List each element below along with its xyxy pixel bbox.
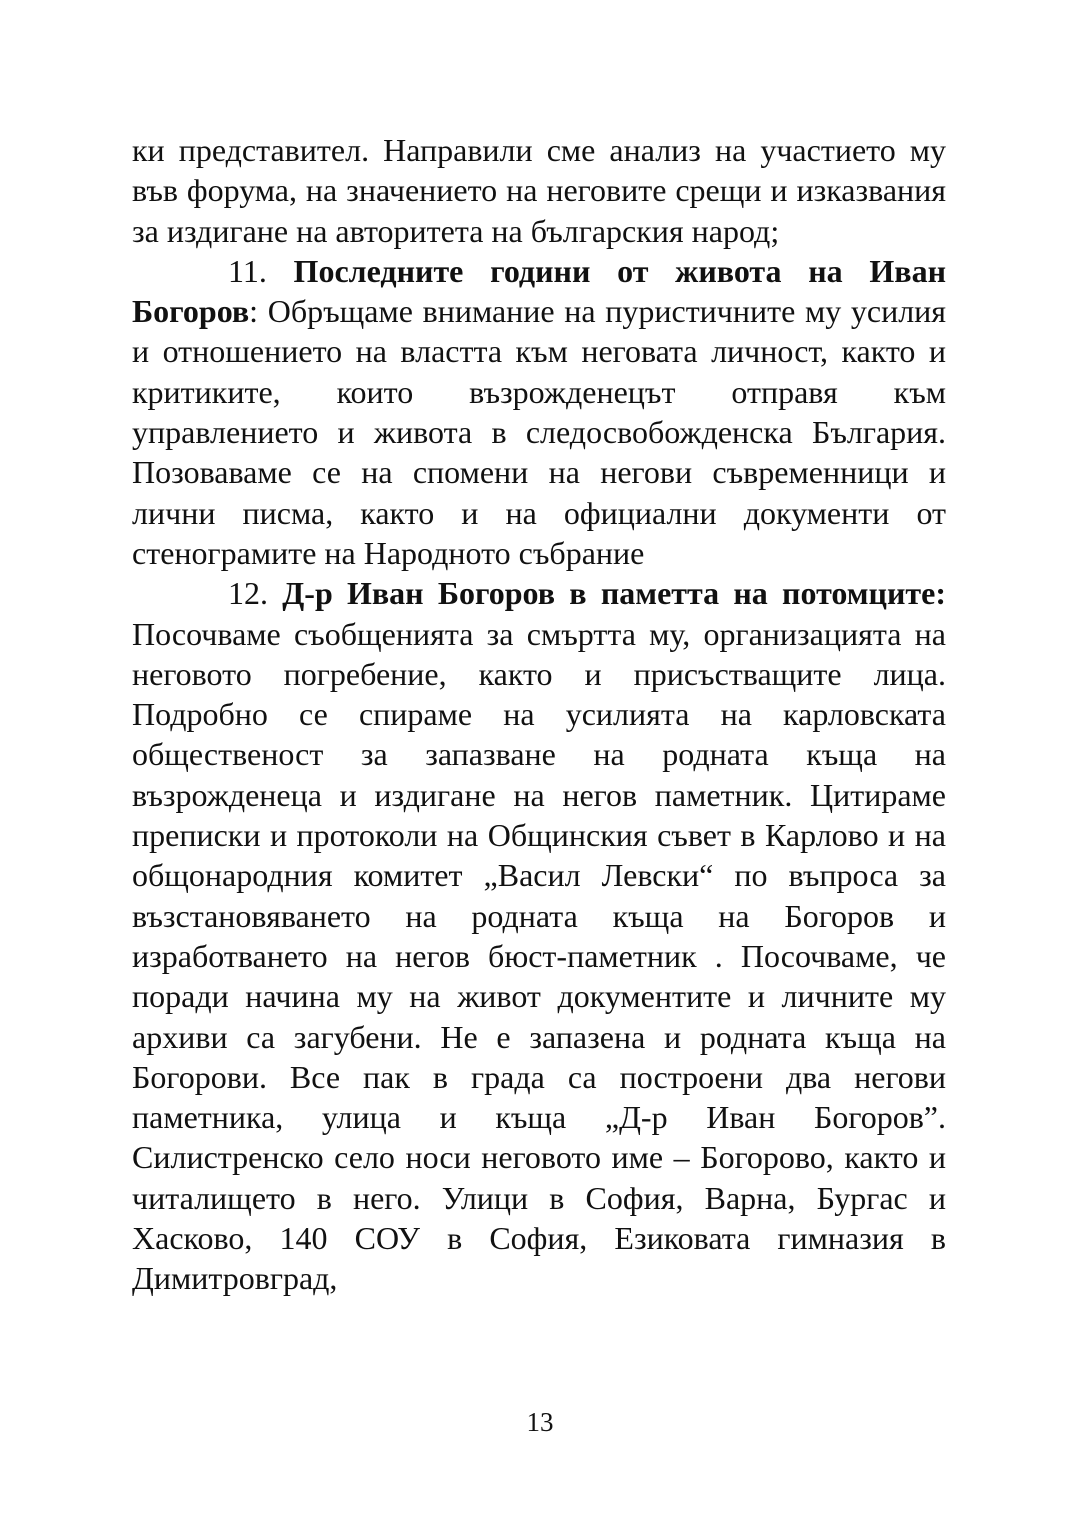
item-heading: Последните години от живота на Иван Богоров — [132, 252, 947, 330]
item-number: 12. — [228, 575, 268, 612]
page-number: 13 — [526, 1407, 554, 1437]
item-heading: Д-р Иван Богоров в паметта на потомците: — [282, 575, 947, 612]
paragraph-text: ки представител. Направили сме анализ на участието му във форума, на значението на неговите срещи и изказвания за издигане на авторитета на българския народ; — [132, 132, 946, 249]
paragraph-text: : Обръщаме внимание на пуристичните му усилия и отношението на властта към неговата личност, както и критиките, които възрожденецът отправя към управлението и живота в следосвобожденска България. Позоваваме се на спомени на негови съвременници и лични писма, както и на официални документи от стенограмите на Народното събрание — [132, 293, 946, 571]
paragraph-text: Посочваме съобщенията за смъртта му, организацията на неговото погребение, както и присъстващите лица. Подробно се спираме на усилията на карловската общественост за запазване на родната къща на възрожденеца и издигане на негов паметник. Цитираме преписки и протоколи на Общинския съвет в Карлово и на общонародния комитет „Васил Левски“ по въпроса за възстановяването на родната къща на Богоров и изработването на негов бюст-паметник . Посочваме, че поради начина му на живот документите и личните му архиви са загубени. Не е запазена и родната къща на Богорови. Все пак в града са построени два негови паметника, улица и къща „Д-р Иван Богоров”. Силистренско село носи неговото име – Богорово, както и читалището в него. Улици в София, Варна, Бургас и Хасково, 140 СОУ в София, Езиковата гимназия в Димитровград, — [132, 615, 946, 1297]
item-number: 11. — [228, 252, 267, 289]
paragraph-item-11 — [132, 251, 946, 573]
paragraph-item-12 — [132, 573, 946, 1298]
paragraph-continuation — [132, 130, 946, 251]
body-text — [132, 130, 946, 1299]
